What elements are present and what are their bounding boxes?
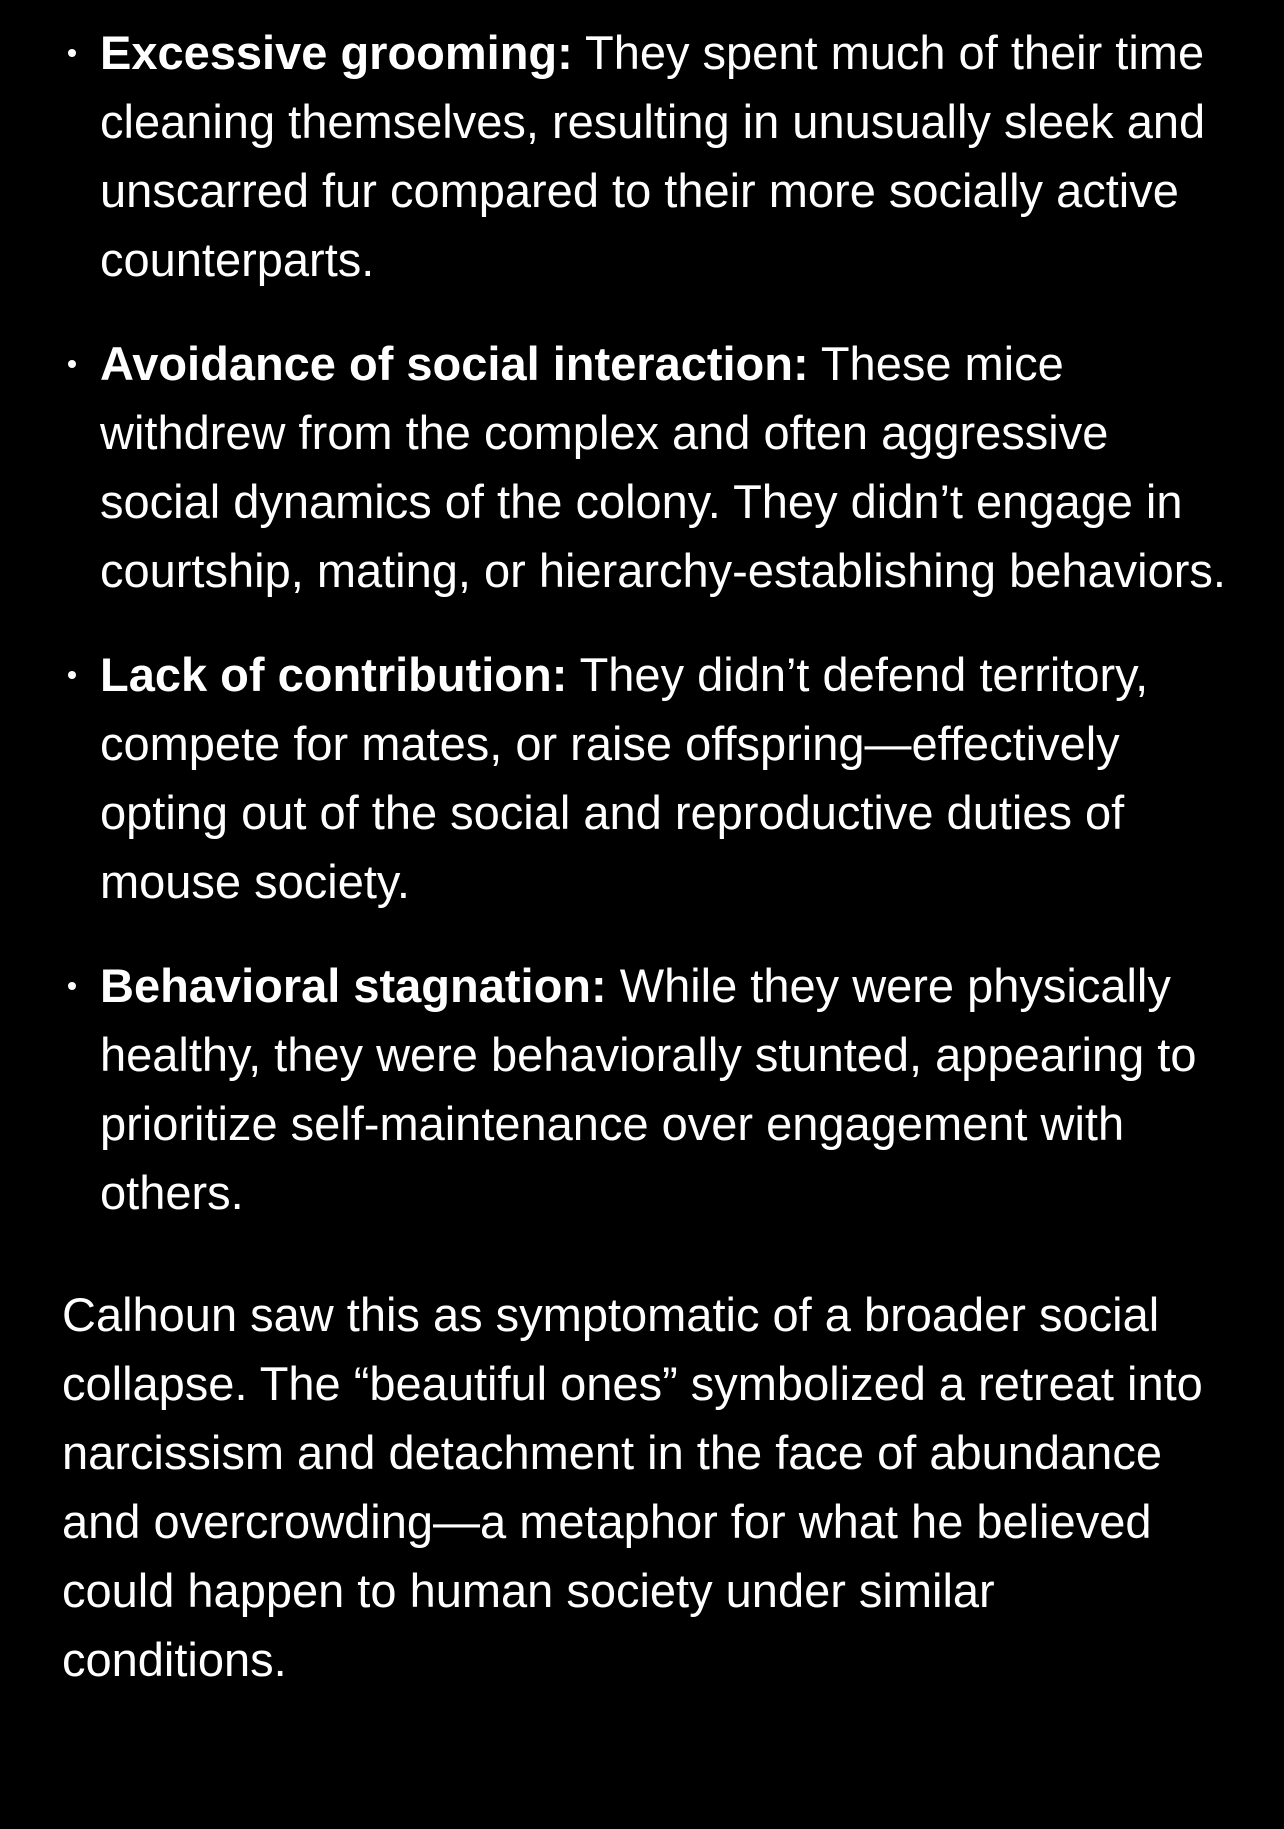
bullet-dot-icon (68, 982, 76, 990)
bullet-body: While they were physically healthy, they were behaviorally stunted, appearing to prioritize self-maintenance over engagement with others. (100, 959, 1197, 1219)
bullet-dot-icon (68, 671, 76, 679)
bullet-title: Lack of contribution: (100, 648, 568, 701)
bullet-dot-icon (68, 49, 76, 57)
bullet-title: Behavioral stagnation: (100, 959, 607, 1012)
bullet-body: These mice withdrew from the complex and often aggressive social dynamics of the colony. They didn’t engage in courtship, mating, or hierarchy-establishing behaviors. (100, 337, 1226, 597)
message-content (62, 18, 1232, 1694)
bullet-list (62, 18, 1232, 1227)
bullet-dot-icon (68, 360, 76, 368)
bullet-text (100, 329, 1232, 605)
bullet-text (100, 951, 1232, 1227)
bullet-body: They spent much of their time cleaning themselves, resulting in unusually sleek and unscarred fur compared to their more socially active counterparts. (100, 26, 1206, 286)
bullet-text (100, 18, 1232, 294)
bullet-item-behavioral-stagnation (62, 951, 1232, 1227)
bullet-item-excessive-grooming (62, 18, 1232, 294)
bullet-text (100, 640, 1232, 916)
closing-paragraph: Calhoun saw this as symptomatic of a broader social collapse. The “beautiful ones” symbolized a retreat into narcissism and detachment in the face of abundance and overcrowding—a metaphor for what he believed could happen to human society under similar conditions. (62, 1288, 1203, 1686)
bullet-body: They didn’t defend territory, compete for mates, or raise offspring—effectively opting out of the social and reproductive duties of mouse society. (100, 648, 1149, 908)
bullet-title: Avoidance of social interaction: (100, 337, 809, 390)
bullet-item-avoidance-of-social-interaction (62, 329, 1232, 605)
bullet-item-lack-of-contribution (62, 640, 1232, 916)
bullet-title: Excessive grooming: (100, 26, 573, 79)
